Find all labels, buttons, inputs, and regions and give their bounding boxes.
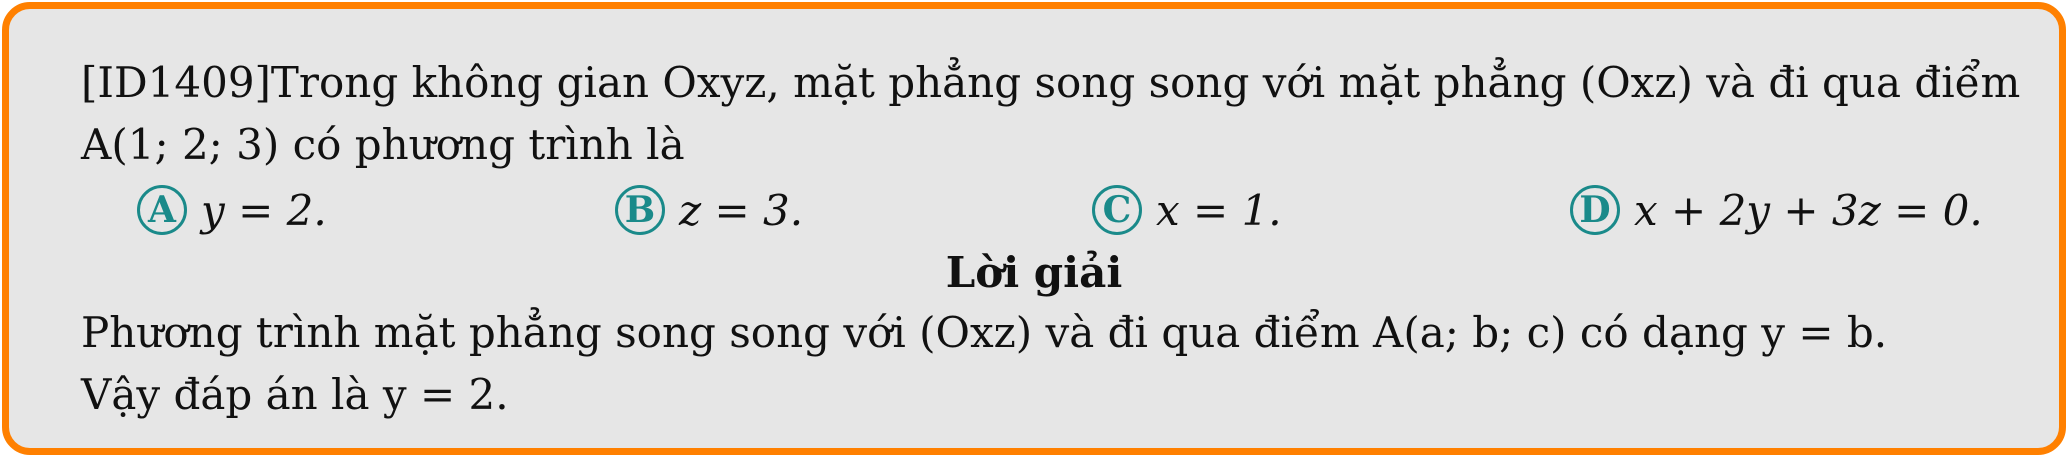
choice-c-text: x = 1. (1156, 185, 1282, 235)
choice-b-letter: B (615, 185, 665, 235)
choice-b-text: z = 3. (679, 185, 804, 235)
solution-title: Lời giải (945, 248, 1123, 297)
choice-b[interactable] (615, 182, 803, 238)
choice-d-text: x + 2y + 3z = 0. (1634, 185, 1983, 235)
question-box (2, 2, 2066, 455)
choice-a-letter: A (137, 185, 187, 235)
solution-line-1: Phương trình mặt phẳng song song với (Oxz) và đi qua điểm A(a; b; c) có dạng y = b. (81, 308, 1888, 357)
question-line-1: [ID1409]Trong không gian Oxyz, mặt phẳng song song với mặt phẳng (Oxz) và đi qua điểm (81, 58, 2021, 107)
question-line-2: A(1; 2; 3) có phương trình là (81, 120, 685, 169)
solution-line-2: Vậy đáp án là y = 2. (81, 370, 509, 419)
choice-c-letter: C (1092, 185, 1142, 235)
choice-c[interactable] (1092, 182, 1282, 238)
choice-a-text: y = 2. (201, 185, 327, 235)
choice-d-letter: D (1570, 185, 1620, 235)
choice-a[interactable] (137, 182, 327, 238)
choice-d[interactable] (1570, 182, 1983, 238)
